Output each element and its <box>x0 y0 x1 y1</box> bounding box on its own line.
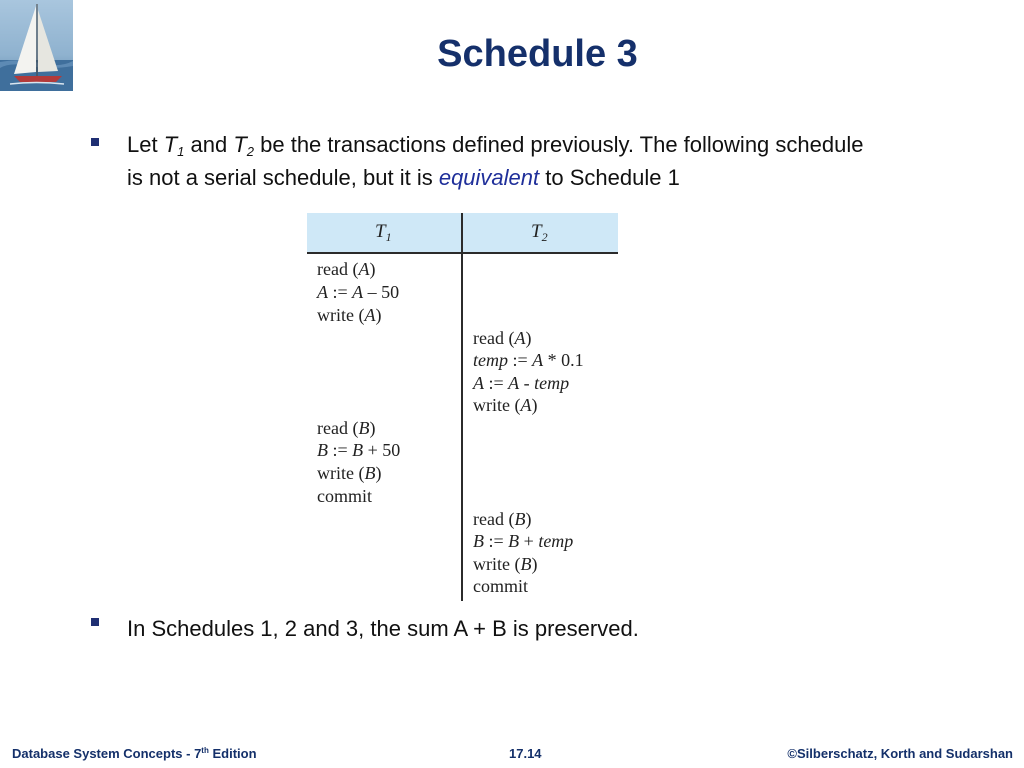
bullet-marker <box>91 618 99 626</box>
text-equivalent: equivalent <box>438 165 540 190</box>
var-t2-sub: 2 <box>246 144 255 159</box>
t1-op: B := B + 50 <box>317 440 401 460</box>
text-line2-pre: is not a serial schedule, but it is <box>127 165 439 190</box>
text-rest: be the transactions defined previously. The following schedule <box>254 132 864 157</box>
t2-op: temp := A * 0.1 <box>473 350 584 370</box>
text-line2-post: to Schedule 1 <box>539 165 680 190</box>
footer-left-pre: Database System Concepts - 7 <box>12 746 202 761</box>
t2-op: write (A) <box>473 395 538 415</box>
footer-left-sup: th <box>201 746 209 755</box>
t1-op: write (A) <box>317 305 382 325</box>
t2-op: commit <box>473 576 528 596</box>
var-t2-letter: T <box>233 132 247 157</box>
t1-op: write (B) <box>317 463 382 483</box>
slide-title: Schedule 3 <box>437 33 638 75</box>
footer-page-number: 17.14 <box>509 746 542 761</box>
t2-op: read (A) <box>473 328 532 348</box>
column-head-t2: $T_2$ <box>531 221 548 244</box>
t2-op: B := B + temp <box>473 531 574 551</box>
footer-copyright: ©Silberschatz, Korth and Sudarshan <box>787 746 1013 761</box>
column-head-t1: $T_1$ <box>375 221 392 244</box>
text-and: and <box>184 132 234 157</box>
var-t1 <box>164 132 185 157</box>
text-let: Let <box>127 132 164 157</box>
bullet-text-1 <box>127 128 863 194</box>
footer-left-post: Edition <box>208 746 257 761</box>
footer-left <box>12 746 257 761</box>
column-divider <box>461 213 463 601</box>
t2-op: A := A - temp <box>473 373 570 393</box>
schedule-table <box>307 213 618 601</box>
t1-op: read (A) <box>317 259 376 279</box>
var-t1-letter: T <box>163 132 178 157</box>
t1-op: read (B) <box>317 418 376 438</box>
t2-op: read (B) <box>473 509 532 529</box>
var-t2 <box>233 132 254 157</box>
t1-op: commit <box>317 486 372 506</box>
t2-op: write (B) <box>473 554 538 574</box>
t1-op: A := A – 50 <box>317 282 400 302</box>
bullet-marker <box>91 138 99 146</box>
bullet-text-2: In Schedules 1, 2 and 3, the sum A + B is preserved. <box>127 616 639 641</box>
var-t1-sub: 1 <box>177 144 185 159</box>
